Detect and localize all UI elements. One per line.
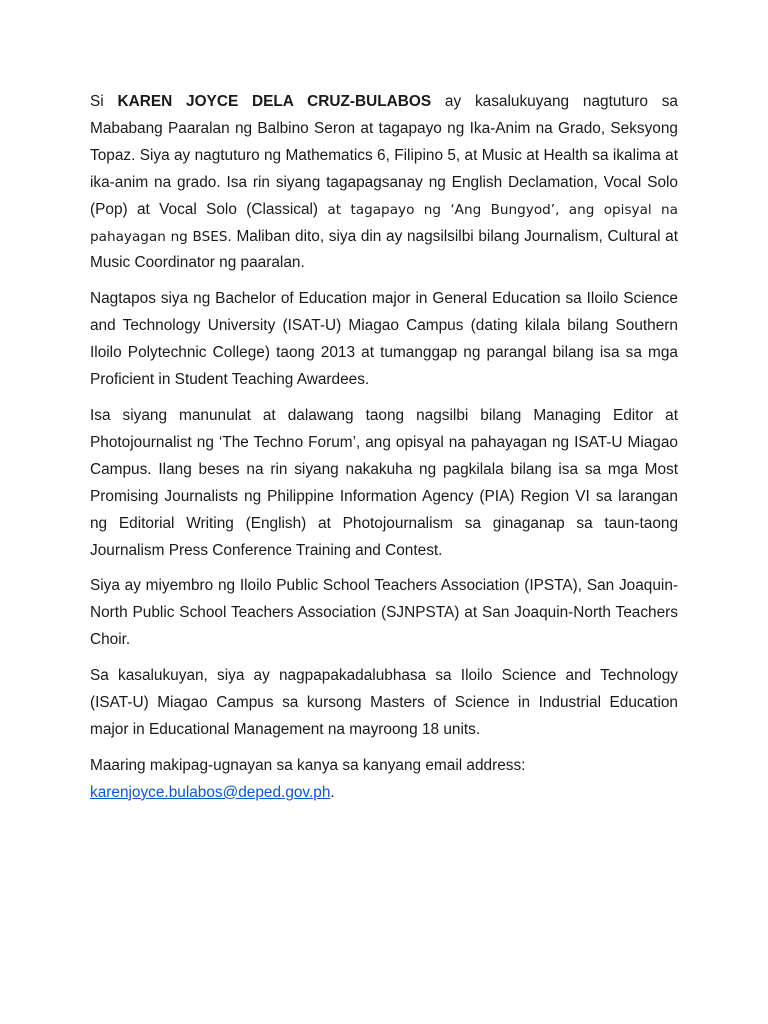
intro-text-part1: ay kasalukuyang nagtuturo sa Mababang Paaralan ng Balbino Seron at tagapayo ng Ika-Anim na Grado, Seksyong Topaz. Siya ay nagtuturo ng Mathematics 6, Filipino 5, at Music at Health sa ikalima at ika-anim na grado. Isa rin siyang tagapagsanay ng English Declamation, Vocal Solo (Pop) at Vocal Solo (Classical) xyxy=(90,93,678,218)
intro-text-part2: at tagapayo ng ‘Ang Bungyod’, ang opisyal na pahayagan ng BSES. xyxy=(90,201,678,245)
contact-intro: Maaring makipag-ugnayan sa kanya sa kanyang email address: xyxy=(90,756,526,774)
bio-paragraph-journalism: Isa siyang manunulat at dalawang taong nagsilbi bilang Managing Editor at Photojournalist ng ‘The Techno Forum’, ang opisyal na pahayagan ng ISAT-U Miagao Campus. Ilang beses na rin siyang nakakuha ng pagkilala bilang isa sa mga Most Promising Journalists ng Philippine Information Agency (PIA) Region VI sa larangan ng Editorial Writing (English) at Photojournalism sa ginaganap sa taun-taong Journalism Press Conference Training and Contest. xyxy=(90,406,678,559)
bio-paragraph-education: Nagtapos siya ng Bachelor of Education major in General Education sa Iloilo Science and Technology University (ISAT-U) Miagao Campus (dating kilala bilang Southern Iloilo Polytechnic College) taong 2013 at tumanggap ng parangal bilang isa sa mga Proficient in Student Teaching Awardees. xyxy=(90,290,678,389)
teacher-name: KAREN JOYCE DELA CRUZ-BULABOS xyxy=(117,93,432,110)
intro-text-part3: Maliban dito, siya din ay nagsilsilbi bilang Journalism, Cultural at Music Coordinator ng paaralan. xyxy=(90,227,678,272)
contact-email-line xyxy=(90,780,678,807)
intro-lead: Si xyxy=(90,93,118,110)
bio-paragraph-graduate-studies: Sa kasalukuyan, siya ay nagpapakadalubhasa sa Iloilo Science and Technology (ISAT-U) Miagao Campus sa kursong Masters of Science in Industrial Education major in Educational Management na mayroong 18 units. xyxy=(90,667,678,738)
bio-paragraph-memberships: Siya ay miyembro ng Iloilo Public School Teachers Association (IPSTA), San Joaquin-North Public School Teachers Association (SJNPSTA) at San Joaquin-North Teachers Choir. xyxy=(90,577,678,649)
email-link[interactable]: karenjoyce.bulabos@deped.gov.ph xyxy=(90,783,331,801)
contact-trailing-period: . xyxy=(330,783,335,801)
bio-paragraph-intro xyxy=(90,89,678,277)
document-page xyxy=(90,89,678,807)
